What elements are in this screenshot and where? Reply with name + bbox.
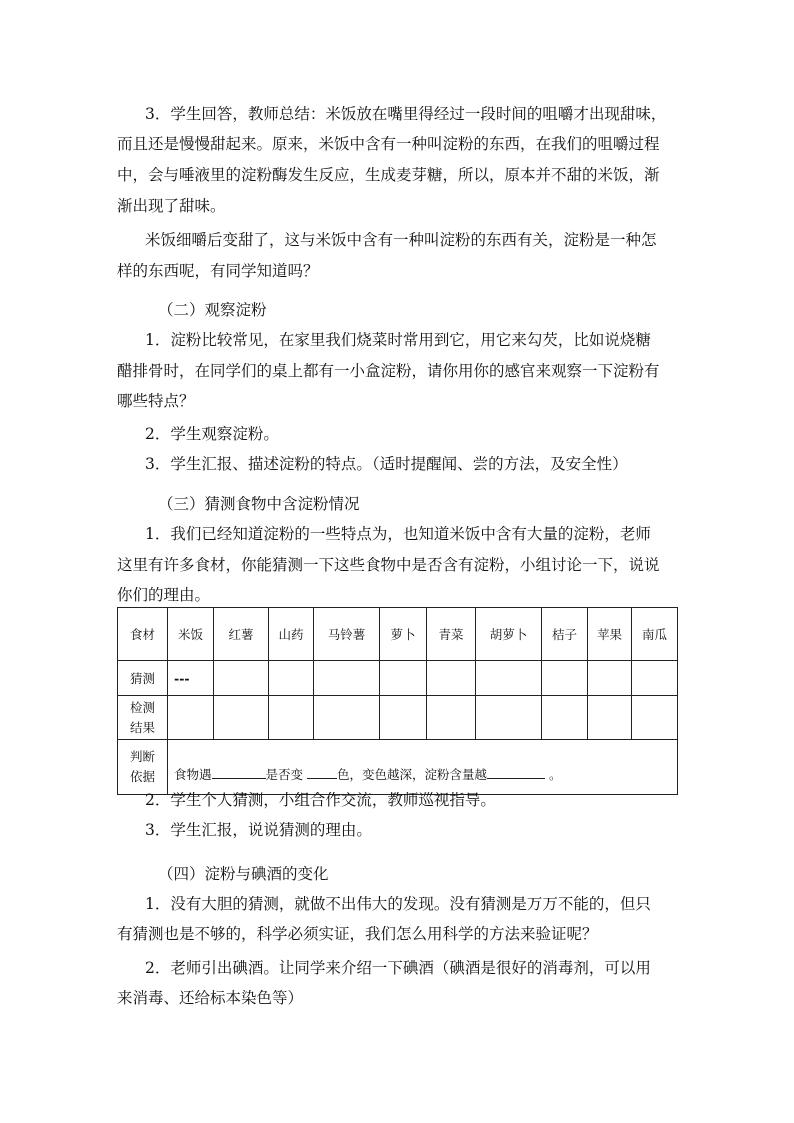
table-cell[interactable] [588, 696, 632, 740]
list-item: 3．学生汇报，说说猜测的理由。 [145, 821, 372, 839]
paragraph-line: 米饭细嚼后变甜了，这与米饭中含有一种叫淀粉的东西有关，淀粉是一种怎 [145, 231, 657, 249]
table-cell[interactable] [427, 696, 476, 740]
judge-text: 。 [545, 767, 562, 782]
paragraph-line: 1．没有大胆的猜测，就做不出伟大的发现。没有猜测是万万不能的，但只 [145, 895, 651, 913]
table-cell[interactable] [314, 661, 380, 696]
table-cell[interactable] [214, 696, 269, 740]
paragraph-line: 渐出现了甜味。 [117, 197, 226, 215]
paragraph-line: 有猜测也是不够的，科学必须实证，我们怎么用科学的方法来验证呢？ [117, 925, 598, 943]
table-header-cell: 红薯 [214, 608, 269, 661]
table-cell[interactable] [632, 661, 678, 696]
list-item: 2．学生观察淀粉。 [145, 425, 279, 443]
table-cell[interactable] [476, 696, 542, 740]
section-heading: （二）观察淀粉 [158, 301, 267, 319]
paragraph-line: 样的东西呢，有同学知道吗？ [117, 262, 319, 280]
fill-blank[interactable] [487, 766, 545, 779]
table-cell[interactable] [168, 696, 214, 740]
table-cell[interactable] [632, 696, 678, 740]
list-item: 2．学生个人猜测，小组合作交流，教师巡视指导。 [145, 791, 496, 809]
table-header-cell: 食材 [118, 608, 168, 661]
table-row [118, 661, 678, 696]
table-header-cell: 山药 [269, 608, 314, 661]
row-label-line: 结果 [129, 719, 155, 735]
table-header-cell: 苹果 [588, 608, 632, 661]
row-label-line: 检测 [129, 699, 155, 715]
table-cell[interactable] [476, 661, 542, 696]
row-label [118, 696, 168, 740]
table-cell[interactable] [214, 661, 269, 696]
paragraph-line: 醋排骨时，在同学们的桌上都有一小盒淀粉，请你用你的感官来观察一下淀粉有 [117, 362, 660, 380]
table-row [118, 696, 678, 740]
table-cell[interactable] [380, 696, 427, 740]
row-label-line: 依据 [129, 769, 155, 784]
paragraph-line: 3．学生回答，教师总结：米饭放在嘴里得经过一段时间的咀嚼才出现甜味， [145, 105, 667, 123]
table-cell[interactable] [542, 696, 588, 740]
row-label: 猜测 [118, 661, 168, 696]
table-header-cell: 南瓜 [632, 608, 678, 661]
row-label-line: 判断 [129, 749, 155, 764]
fill-blank[interactable] [212, 766, 266, 779]
list-item: 3．学生汇报、描述淀粉的特点。（适时提醒闻、尝的方法，及安全性） [145, 455, 628, 473]
table-cell[interactable] [380, 661, 427, 696]
paragraph-line: 来消毒、还给标本染色等） [117, 989, 304, 1007]
paragraph-line: 1．淀粉比较常见，在家里我们烧菜时常用到它，用它来勾芡，比如说烧糖 [145, 331, 651, 349]
paragraph-line: 1．我们已经知道淀粉的一些特点为，也知道米饭中含有大量的淀粉，老师 [145, 525, 651, 543]
judge-text: 是否变 [265, 767, 307, 782]
fill-blank[interactable] [307, 766, 337, 779]
section-heading: （四）淀粉与碘酒的变化 [158, 865, 329, 883]
table-cell[interactable] [269, 696, 314, 740]
table-header-row [118, 608, 678, 661]
table-cell: --- [168, 661, 214, 696]
judge-text: 食物遇 [174, 767, 212, 782]
table-header-cell: 萝卜 [380, 608, 427, 661]
table-header-cell: 马铃薯 [314, 608, 380, 661]
table-header-cell: 桔子 [542, 608, 588, 661]
table-cell[interactable] [269, 661, 314, 696]
judge-text: 色，变色越深，淀粉含量越 [337, 767, 488, 782]
table-cell[interactable] [542, 661, 588, 696]
paragraph-line: 你们的理由。 [117, 586, 211, 604]
table-header-cell: 胡萝卜 [476, 608, 542, 661]
table-cell[interactable] [588, 661, 632, 696]
table-cell[interactable] [314, 696, 380, 740]
paragraph-line: 而且还是慢慢甜起来。原来，米饭中含有一种叫淀粉的东西，在我们的咀嚼过程 [117, 135, 660, 153]
table-header-cell: 青菜 [427, 608, 476, 661]
table-cell[interactable] [427, 661, 476, 696]
paragraph-line: 中，会与唾液里的淀粉酶发生反应，生成麦芽糖，所以，原本并不甜的米饭，渐 [117, 166, 660, 184]
food-starch-table [117, 607, 678, 795]
paragraph-line: 2．老师引出碘酒。让同学来介绍一下碘酒（碘酒是很好的消毒剂，可以用 [145, 959, 651, 977]
paragraph-line: 哪些特点？ [117, 392, 195, 410]
table-header-cell: 米饭 [168, 608, 214, 661]
section-heading: （三）猜测食物中含淀粉情况 [158, 495, 360, 513]
paragraph-line: 这里有许多食材，你能猜测一下这些食物中是否含有淀粉，小组讨论一下，说说 [117, 556, 660, 574]
